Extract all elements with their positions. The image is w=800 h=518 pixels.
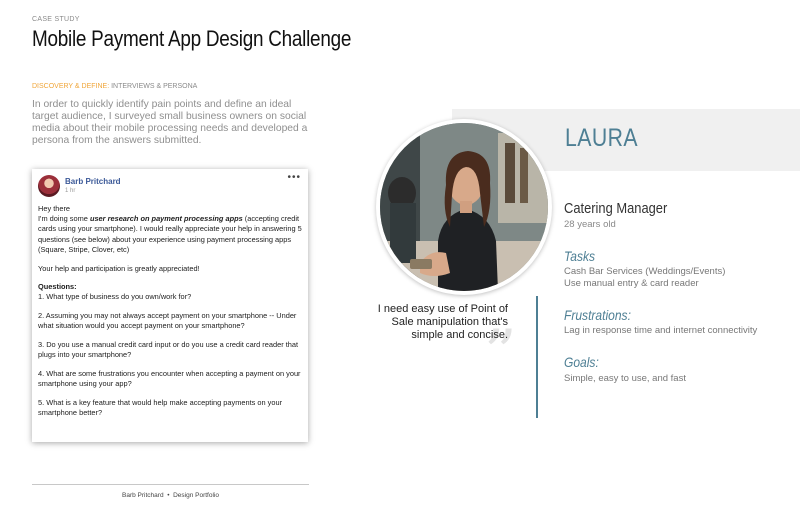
persona-age: 28 years old — [564, 219, 616, 230]
question-item: 2. Assuming you may not always accept payment on your smartphone -- Under what situation would you accept payment on your smartphone? — [38, 311, 297, 331]
frustrations-heading: Frustrations: — [564, 307, 631, 323]
section-label — [32, 83, 197, 90]
quote-mark-icon: ” — [484, 317, 517, 391]
persona-name: LAURA — [565, 124, 638, 152]
persona-role: Catering Manager — [564, 200, 668, 217]
footer-label: Design Portfolio — [173, 492, 219, 499]
questions-heading: Questions: — [38, 282, 77, 292]
question-item: 4. What are some frustrations you encounter when accepting a payment on your smartphone using your app? — [38, 368, 301, 389]
post-request-emphasis: user research on payment processing apps — [89, 214, 243, 224]
post-body — [38, 204, 304, 427]
goals-heading: Goals: — [564, 354, 599, 370]
frustrations-list — [564, 325, 757, 337]
page-title: Mobile Payment App Design Challenge — [32, 26, 352, 51]
post-request-pre: I'm doing some — [38, 214, 90, 224]
post-thanks: Your help and participation is greatly appreciated! — [38, 263, 200, 273]
task-item: Cash Bar Services (Weddings/Events) — [564, 266, 726, 277]
social-post-card — [32, 169, 308, 442]
post-author-name[interactable]: Barb Pritchard — [65, 177, 121, 186]
avatar — [38, 175, 60, 197]
question-item: 3. Do you use a manual credit card input or do you use a credit card reader that plugs into your smartphone? — [38, 340, 299, 360]
footer-author: Barb Pritchard — [122, 492, 164, 499]
frustration-item: Lag in response time and internet connectivity — [564, 325, 758, 336]
post-greeting: Hey there — [38, 204, 71, 213]
task-item: Use manual entry & card reader — [564, 278, 699, 289]
tasks-heading: Tasks — [564, 248, 596, 264]
post-timestamp: 1 hr — [65, 188, 76, 194]
persona-quote: I need easy use of Point of Sale manipulation that's simple and concise. — [377, 303, 508, 341]
footer — [32, 492, 309, 499]
footer-divider — [32, 484, 309, 485]
question-item: 5. What is a key feature that would help make accepting payments on your smartphone better? — [38, 397, 283, 418]
goal-item: Simple, easy to use, and fast — [564, 373, 686, 384]
persona-photo-illustration — [380, 123, 548, 291]
section-label-secondary: INTERVIEWS & PERSONA — [109, 83, 198, 90]
tasks-list — [564, 266, 725, 290]
post-request — [38, 214, 304, 255]
case-study-eyebrow: CASE STUDY — [32, 16, 80, 23]
footer-separator: • — [167, 492, 170, 499]
more-options-icon[interactable]: ••• — [287, 172, 301, 183]
intro-paragraph: In order to quickly identify pain points and define an ideal target audience, I surveyed small business owners on social media about their mobile processing needs and developed a persona from the answers submitted. — [32, 99, 308, 146]
section-label-primary: DISCOVERY & DEFINE: — [32, 83, 110, 90]
persona-photo — [380, 123, 548, 291]
post-request-post: (accepting credit cards using your smartphone). I would really appreciate your help in answering 5 questions (see below) about your experience using payment processing apps (Square, Stripe, Clover, etc) — [38, 214, 302, 254]
post-greeting-block — [38, 204, 304, 255]
persona-divider — [536, 296, 538, 418]
goals-list — [564, 373, 686, 385]
question-item: 1. What type of business do you own/work for? — [38, 292, 192, 302]
